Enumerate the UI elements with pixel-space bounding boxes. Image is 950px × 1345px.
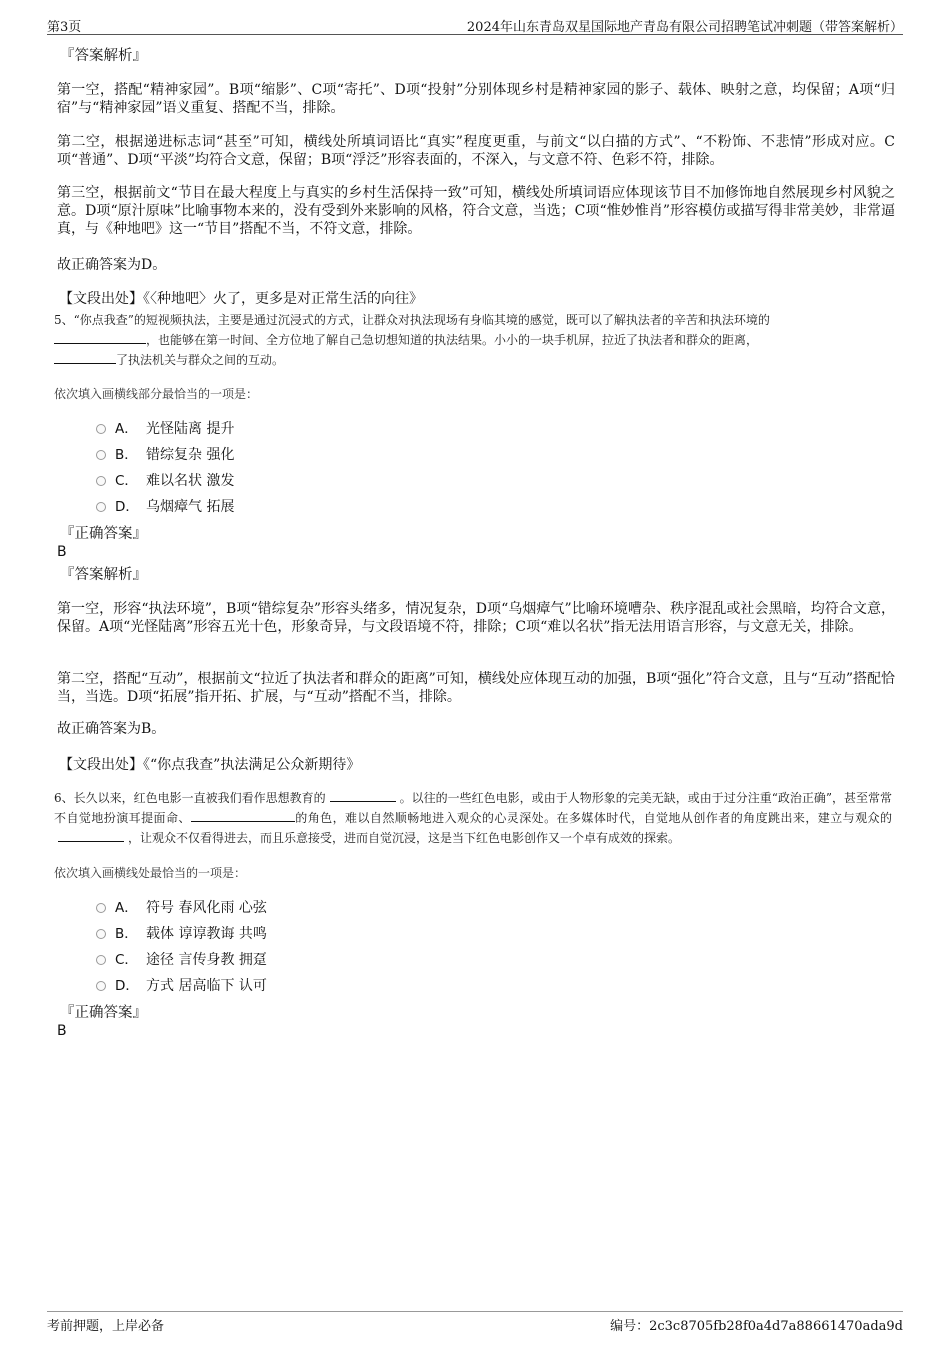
option-d[interactable]: D． 乌烟瘴气 拓展 xyxy=(57,494,457,520)
page-footer xyxy=(47,1311,903,1334)
document-title: 2024年山东青岛双星国际地产青岛有限公司招聘笔试冲刺题（带答案解析） xyxy=(466,20,903,35)
question-6-stem xyxy=(54,788,892,848)
radio-icon[interactable] xyxy=(96,424,106,434)
answer-tag: 『正确答案』 xyxy=(60,1005,147,1021)
question-5-options xyxy=(57,416,457,520)
page-number: 第3页 xyxy=(47,20,82,35)
radio-icon[interactable] xyxy=(96,929,106,939)
radio-icon[interactable] xyxy=(96,450,106,460)
blank-2 xyxy=(191,809,295,822)
correct-answer: B xyxy=(57,544,67,560)
option-a[interactable]: A． 符号 春风化雨 心弦 xyxy=(57,895,457,921)
question-6-stem-part-3: 的角色，难以自然顺畅地进入观众的心灵深处。在多媒体时代，自觉地从创作者的角度跳出来，建立与观众的 xyxy=(294,811,892,825)
analysis-paragraph-3: 第三空，根据前文“节目在最大程度上与真实的乡村生活保持一致”可知，横线处所填词语应体现该节目不加修饰地自然展现乡村风貌之意。D项“原汁原味”比喻事物本来的，没有受到外来影响的风格，符合文意，当选；C项“惟妙惟肖”形容模仿或描写得非常美妙，非常逼真，与《种地吧》这一“节目”搭配不当，不符文意，排除。 xyxy=(57,185,895,237)
analysis-conclusion: 故正确答案为B。 xyxy=(57,721,166,737)
question-6-stem-part-2: 。以往的一些红色电影，或由于人物形象的完美无缺，或由于过分注重“政治正确”，甚至常常不自觉地扮演耳提面命、 xyxy=(54,791,892,825)
question-5-stem xyxy=(54,310,892,370)
question-6-stem-part-1: 6、长久以来，红色电影一直被我们看作思想教育的 xyxy=(54,791,326,805)
radio-icon[interactable] xyxy=(96,476,106,486)
question-5-prompt: 依次填入画横线部分最恰当的一项是： xyxy=(54,387,259,401)
option-d[interactable]: D． 方式 居高临下 认可 xyxy=(57,973,457,999)
option-c[interactable]: C． 途径 言传身教 拥趸 xyxy=(57,947,457,973)
question-6-prompt: 依次填入画横线处最恰当的一项是： xyxy=(54,866,247,880)
option-b[interactable]: B． 载体 谆谆教诲 共鸣 xyxy=(57,921,457,947)
document-code: 编号：2c3c8705fb28f0a4d7a88661470ada9d xyxy=(610,1319,903,1334)
radio-icon[interactable] xyxy=(96,981,106,991)
blank-1 xyxy=(54,331,146,344)
question-6-stem-part-4: ，让观众不仅看得进去，而且乐意接受，进而自觉沉浸，这是当下红色电影创作又一个卓有成效的探索。 xyxy=(128,831,681,845)
question-5-stem-part-2: ，也能够在第一时间、全方位地了解自己急切想知道的执法结果。小小的一块手机屏，拉近了执法者和群众的距离， xyxy=(146,333,759,347)
option-a[interactable]: A． 光怪陆离 提升 xyxy=(57,416,457,442)
footer-slogan: 考前押题，上岸必备 xyxy=(47,1319,165,1334)
question-5-stem-part-3: 了执法机关与群众之间的互动。 xyxy=(116,353,285,367)
analysis-paragraph-2: 第二空，根据递进标志词“甚至”可知，横线处所填词语比“真实”程度更重，与前文“以白描的方式”、“不粉饰、不悲情”形成对应。C项“普通”、D项“平淡”均符合文意，保留；B项“浮泛”形容表面的，不深入，与文意不符、色彩不符，排除。 xyxy=(57,134,895,168)
page-header xyxy=(47,14,903,35)
blank-1 xyxy=(330,789,396,802)
option-c[interactable]: C． 难以名状 激发 xyxy=(57,468,457,494)
blank-3 xyxy=(58,829,124,842)
question-6-options xyxy=(57,895,457,999)
option-b[interactable]: B． 错综复杂 强化 xyxy=(57,442,457,468)
source-citation: 【文段出处】《〈种地吧〉火了，更多是对正常生活的向往》 xyxy=(59,291,423,307)
analysis-tag: 『答案解析』 xyxy=(60,48,147,64)
question-5-stem-part-1: 5、“你点我查”的短视频执法，主要是通过沉浸式的方式，让群众对执法现场有身临其境的感觉，既可以了解执法者的辛苦和执法环境的 xyxy=(54,313,770,327)
source-citation: 【文段出处】《“你点我查”执法满足公众新期待》 xyxy=(59,757,361,773)
radio-icon[interactable] xyxy=(96,903,106,913)
analysis-paragraph-2: 第二空，搭配“互动”，根据前文“拉近了执法者和群众的距离”可知，横线处应体现互动的加强，B项“强化”符合文意，且与“互动”搭配恰当，当选。D项“拓展”指开拓、扩展，与“互动”搭配不当，排除。 xyxy=(57,671,895,705)
radio-icon[interactable] xyxy=(96,502,106,512)
analysis-tag: 『答案解析』 xyxy=(60,567,147,583)
correct-answer: B xyxy=(57,1023,67,1039)
answer-tag: 『正确答案』 xyxy=(60,526,147,542)
analysis-paragraph-1: 第一空，搭配“精神家园”。B项“缩影”、C项“寄托”、D项“投射”分别体现乡村是精神家园的影子、载体、映射之意，均保留；A项“归宿”与“精神家园”语义重复、搭配不当，排除。 xyxy=(57,82,895,116)
analysis-conclusion: 故正确答案为D。 xyxy=(57,257,167,273)
blank-2 xyxy=(54,351,116,364)
radio-icon[interactable] xyxy=(96,955,106,965)
analysis-paragraph-1: 第一空，形容“执法环境”，B项“错综复杂”形容头绪多，情况复杂，D项“乌烟瘴气”比喻环境嘈杂、秩序混乱或社会黑暗，均符合文意，保留。A项“光怪陆离”形容五光十色，形象奇异，与文段语境不符，排除；C项“难以名状”指无法用语言形容，与文意无关，排除。 xyxy=(57,601,895,635)
